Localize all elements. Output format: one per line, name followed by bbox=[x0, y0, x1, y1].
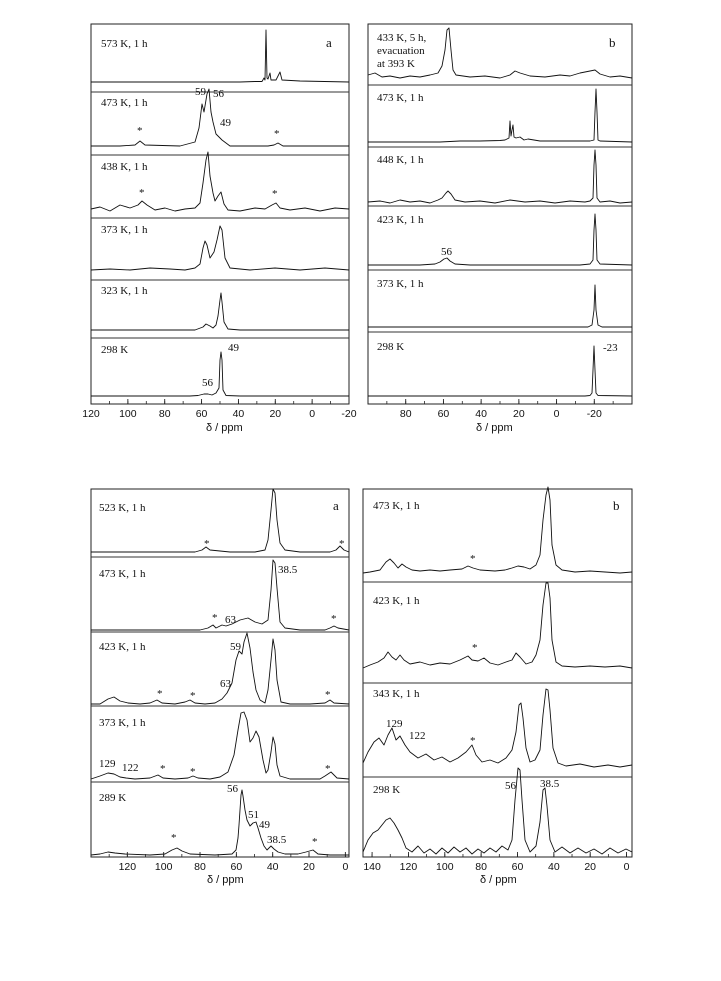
x-tick-label: 60 bbox=[195, 408, 208, 420]
peak-label: 49 bbox=[220, 117, 231, 129]
peak-label: * bbox=[160, 763, 166, 775]
x-axis-title: δ / ppm bbox=[476, 422, 513, 434]
series-label: 423 K, 1 h bbox=[373, 595, 420, 607]
peak-label: * bbox=[472, 642, 478, 654]
x-tick-label: 40 bbox=[266, 861, 279, 873]
spectrum-trace bbox=[363, 689, 632, 767]
panel-frame bbox=[363, 489, 632, 857]
x-tick-label: 80 bbox=[158, 408, 171, 420]
peak-label: 56 bbox=[505, 780, 516, 792]
peak-label: * bbox=[339, 538, 345, 550]
series-label: 289 K bbox=[99, 792, 127, 804]
peak-label: * bbox=[204, 538, 210, 550]
series-label: 448 K, 1 h bbox=[377, 154, 424, 166]
x-tick-label: 40 bbox=[475, 408, 487, 420]
peak-label: 122 bbox=[409, 730, 426, 742]
peak-label: 56 bbox=[227, 783, 238, 795]
spectrum-trace bbox=[363, 768, 632, 854]
peak-label: * bbox=[274, 128, 280, 140]
spectrum-trace bbox=[91, 352, 349, 396]
x-axis-title: δ / ppm bbox=[480, 874, 517, 886]
peak-label: * bbox=[331, 613, 337, 625]
x-tick-label: 0 bbox=[342, 861, 349, 873]
panel-bottom-right bbox=[363, 487, 632, 886]
x-tick-label: 100 bbox=[119, 408, 137, 420]
spectrum-trace bbox=[368, 346, 632, 396]
x-axis bbox=[363, 852, 629, 873]
panel-top-right bbox=[368, 24, 632, 434]
series-label: at 393 K bbox=[377, 58, 415, 70]
series-label: 523 K, 1 h bbox=[99, 502, 146, 514]
peak-label: * bbox=[212, 612, 218, 624]
x-tick-label: 0 bbox=[553, 408, 560, 420]
spectrum-trace bbox=[91, 489, 349, 552]
peak-label: * bbox=[470, 735, 476, 747]
series-label: 373 K, 1 h bbox=[377, 278, 424, 290]
peak-label: 49 bbox=[259, 819, 270, 831]
series-label: 573 K, 1 h bbox=[101, 38, 148, 50]
x-axis bbox=[387, 399, 613, 420]
peak-label: * bbox=[190, 690, 196, 702]
series-label: 438 K, 1 h bbox=[101, 161, 148, 173]
series-label: 423 K, 1 h bbox=[99, 641, 146, 653]
panel-frame bbox=[91, 489, 349, 857]
x-tick-label: 40 bbox=[232, 408, 245, 420]
x-tick-label: -20 bbox=[586, 408, 602, 420]
x-tick-label: 40 bbox=[548, 861, 560, 873]
series-label: 473 K, 1 h bbox=[99, 568, 146, 580]
peak-label: * bbox=[470, 553, 476, 565]
peak-label: 122 bbox=[122, 762, 139, 774]
peak-label: 51 bbox=[248, 809, 259, 821]
peak-label: 49 bbox=[228, 342, 239, 354]
peak-label: 63 bbox=[220, 678, 231, 690]
peak-label: * bbox=[139, 187, 145, 199]
series-label: 433 K, 5 h, bbox=[377, 32, 427, 44]
series-label: 373 K, 1 h bbox=[99, 717, 146, 729]
x-tick-label: 120 bbox=[118, 861, 137, 873]
peak-label: -23 bbox=[603, 342, 618, 354]
peak-label: 129 bbox=[386, 718, 403, 730]
x-tick-label: 0 bbox=[309, 408, 316, 420]
peak-label: 38.5 bbox=[278, 564, 298, 576]
peak-label: * bbox=[312, 836, 318, 848]
x-tick-label: 60 bbox=[511, 861, 524, 873]
series-label: 298 K bbox=[101, 344, 129, 356]
spectrum-trace bbox=[368, 285, 632, 327]
peak-label: 56 bbox=[441, 246, 452, 258]
series-label: 373 K, 1 h bbox=[101, 224, 148, 236]
x-tick-label: 60 bbox=[437, 408, 450, 420]
panel-label: b bbox=[609, 35, 616, 50]
series-label: 473 K, 1 h bbox=[373, 500, 420, 512]
x-axis-title: δ / ppm bbox=[206, 422, 243, 434]
x-tick-label: 80 bbox=[475, 861, 487, 873]
series-label: 298 K bbox=[377, 341, 405, 353]
x-tick-label: 140 bbox=[363, 861, 381, 873]
x-tick-label: -20 bbox=[341, 408, 357, 420]
peak-label: * bbox=[325, 763, 331, 775]
peak-label: * bbox=[190, 766, 196, 778]
peak-label: 38.5 bbox=[267, 834, 287, 846]
x-tick-label: 120 bbox=[82, 408, 100, 420]
series-label: evacuation bbox=[377, 45, 425, 57]
peak-label: 129 bbox=[99, 758, 116, 770]
series-label: 298 K bbox=[373, 784, 401, 796]
x-tick-label: 0 bbox=[623, 861, 630, 873]
peak-label: 59 bbox=[195, 86, 206, 98]
peak-label: 63 bbox=[225, 614, 236, 626]
x-tick-label: 80 bbox=[194, 861, 206, 873]
x-tick-label: 100 bbox=[154, 861, 173, 873]
x-axis-title: δ / ppm bbox=[207, 874, 244, 886]
peak-label: 59 bbox=[230, 641, 241, 653]
series-label: 323 K, 1 h bbox=[101, 285, 148, 297]
peak-label: 56 bbox=[213, 88, 224, 100]
x-tick-label: 20 bbox=[513, 408, 525, 420]
peak-label: * bbox=[171, 832, 177, 844]
series-label: 343 K, 1 h bbox=[373, 688, 420, 700]
peak-label: * bbox=[157, 688, 163, 700]
x-tick-label: 20 bbox=[269, 408, 282, 420]
peak-label: 38.5 bbox=[540, 778, 560, 790]
spectrum-trace bbox=[91, 790, 349, 855]
x-axis bbox=[82, 399, 357, 420]
x-tick-label: 60 bbox=[230, 861, 243, 873]
x-tick-label: 100 bbox=[436, 861, 454, 873]
spectrum-trace bbox=[91, 293, 349, 330]
x-tick-label: 80 bbox=[399, 408, 412, 420]
panel-bottom-left bbox=[91, 489, 349, 886]
x-tick-label: 20 bbox=[584, 861, 597, 873]
x-tick-label: 20 bbox=[303, 861, 315, 873]
panel-label: a bbox=[326, 35, 332, 50]
panel-label: b bbox=[613, 498, 620, 513]
peak-label: 56 bbox=[202, 377, 213, 389]
peak-label: * bbox=[137, 125, 143, 137]
series-label: 473 K, 1 h bbox=[101, 97, 148, 109]
peak-label: * bbox=[325, 689, 331, 701]
panel-top-left bbox=[82, 24, 357, 434]
peak-label: * bbox=[272, 188, 278, 200]
panel-label: a bbox=[333, 498, 339, 513]
x-tick-label: 120 bbox=[399, 861, 418, 873]
series-label: 473 K, 1 h bbox=[377, 92, 424, 104]
series-label: 423 K, 1 h bbox=[377, 214, 424, 226]
